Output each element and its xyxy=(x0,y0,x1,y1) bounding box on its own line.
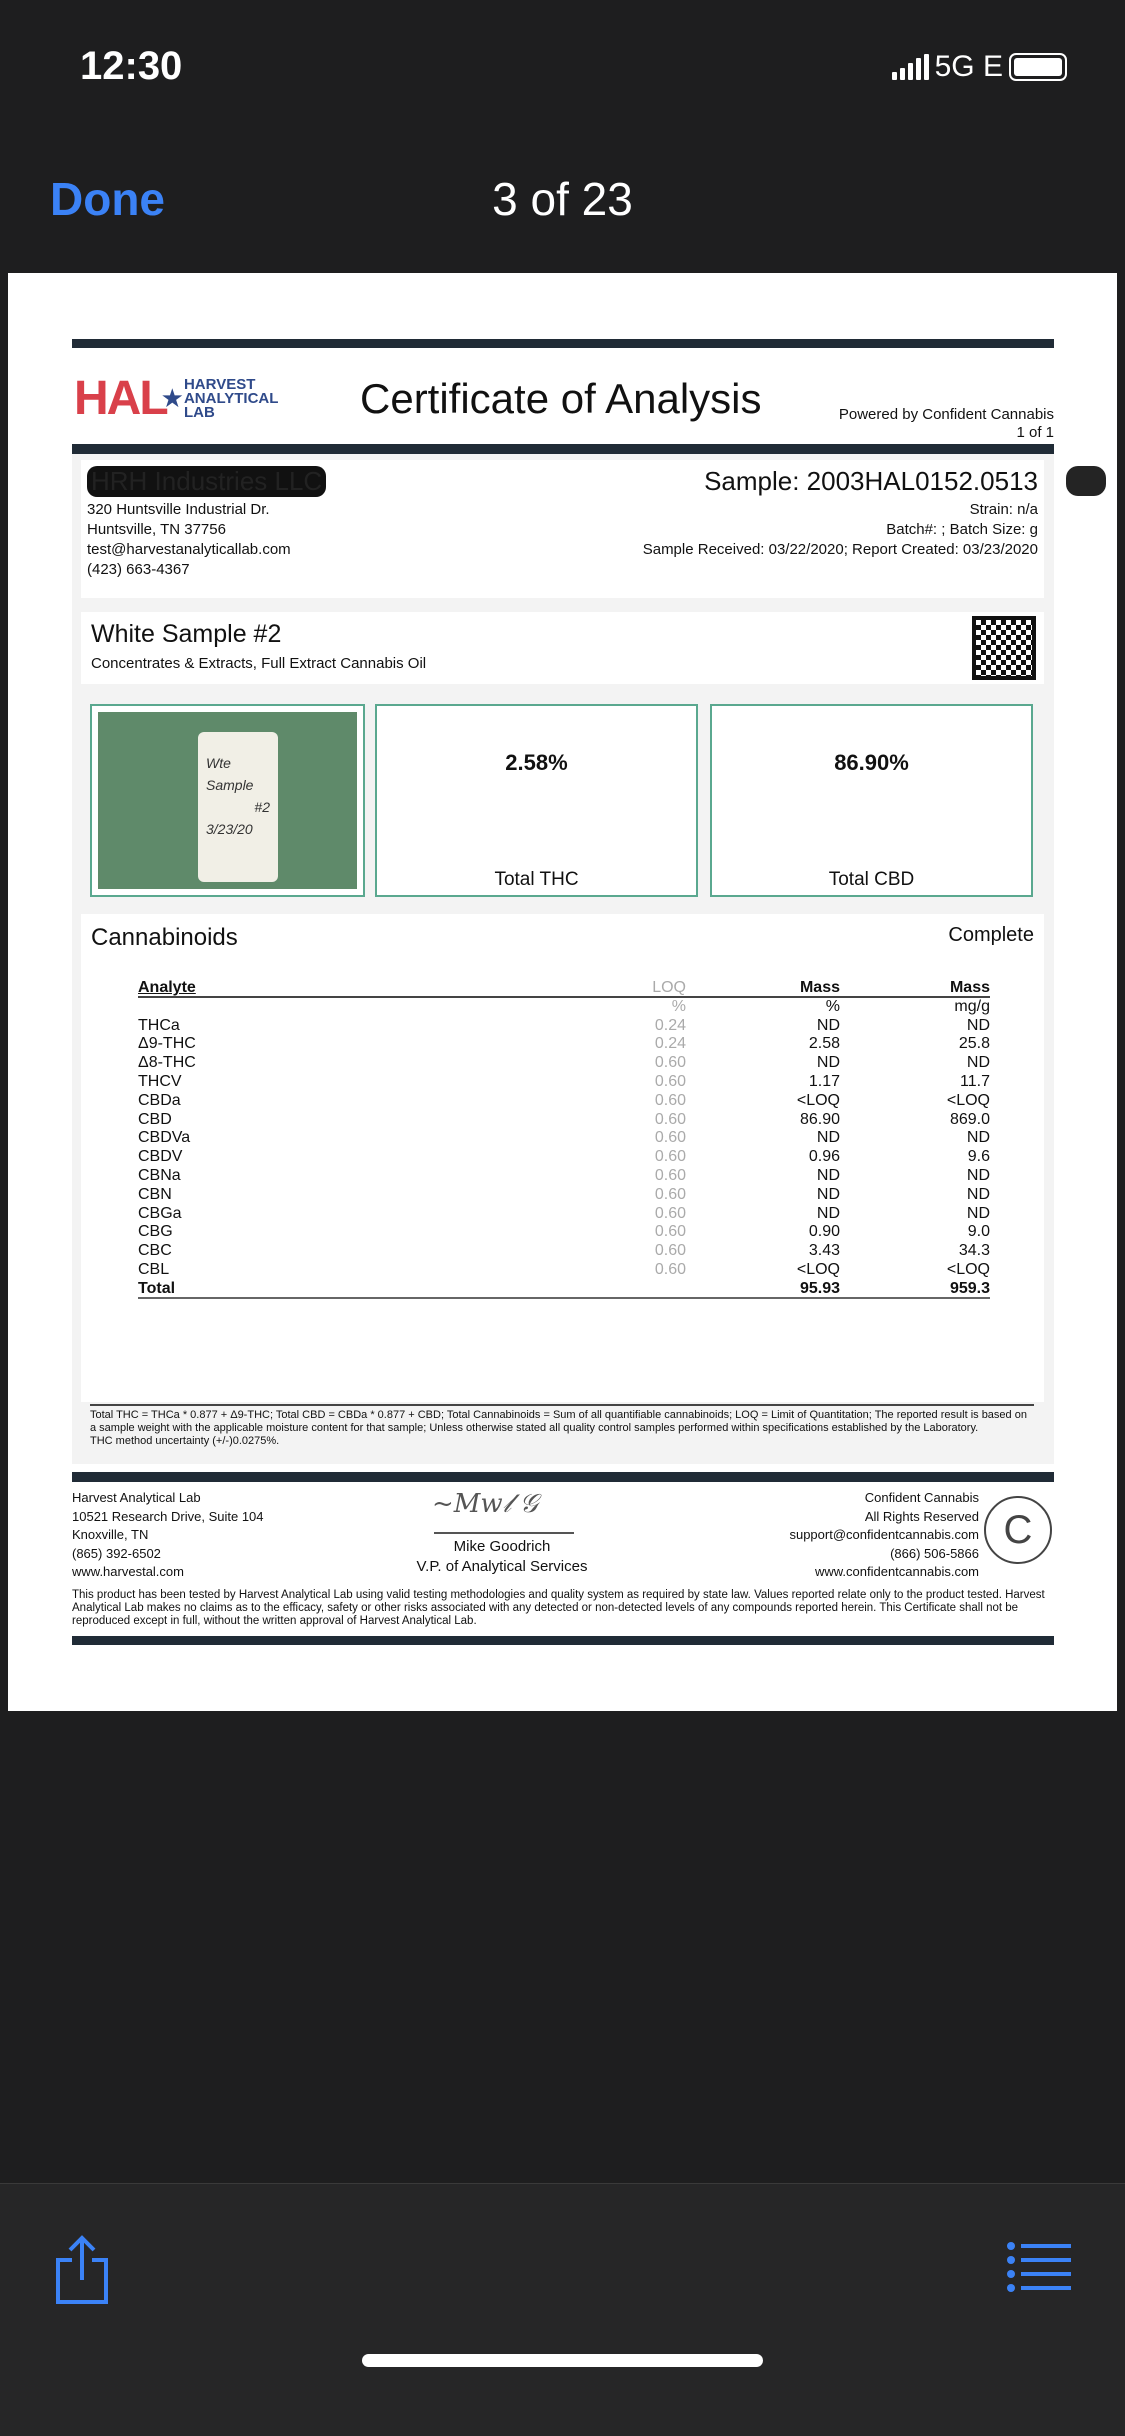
table-row: CBN 0.60 ND ND xyxy=(138,1185,990,1203)
cc-contact: Confident Cannabis All Rights Reserved support@confidentcannabis.com (866) 506-5866 www.confidentcannabis.com xyxy=(789,1490,979,1579)
table-row: CBL 0.60 <LOQ <LOQ xyxy=(138,1260,990,1278)
table-row: CBGa 0.60 ND ND xyxy=(138,1204,990,1222)
table-row: THCa 0.24 ND ND xyxy=(138,1016,990,1034)
header-bar xyxy=(72,444,1054,454)
home-indicator[interactable] xyxy=(362,2354,763,2367)
redaction-mark xyxy=(1066,466,1106,496)
client-name-redacted: HRH Industries LLC xyxy=(87,466,326,497)
product-section xyxy=(81,612,1044,684)
status-time: 12:30 xyxy=(80,44,183,88)
table-row: Δ8-THC 0.60 ND ND xyxy=(138,1054,990,1072)
doc-title: Certificate of Analysis xyxy=(360,375,762,422)
signature: ~Mw𝓁 𝒢 xyxy=(432,1489,539,1519)
certificate xyxy=(72,339,1054,1644)
confident-cannabis-seal: C xyxy=(984,1496,1052,1564)
table-row: CBDa 0.60 <LOQ <LOQ xyxy=(138,1091,990,1109)
done-button[interactable]: Done xyxy=(50,173,165,225)
list-icon[interactable] xyxy=(1007,2242,1071,2294)
table-row: THCV 0.60 1.17 11.7 xyxy=(138,1072,990,1090)
table-row: CBDV 0.60 0.96 9.6 xyxy=(138,1148,990,1166)
total-thc-value: 2.58% xyxy=(505,750,568,775)
total-cbd-label: Total CBD xyxy=(828,869,915,890)
footnote: Total THC = THCa * 0.877 + Δ9-THC; Total CBD = CBDa * 0.877 + CBD; Total Cannabinoids = Sum of all quantifiable cannabinoids; LOQ = Limit of Quantitation; The reported result is based on a sample weight with the applicable moisture content for that sample; Unless otherwise stated all quality control samples performed within specifications established by the Laboratory. xyxy=(90,1409,1027,1434)
client-email: test@harvestanalyticallab.com xyxy=(87,541,291,558)
lab-logo: HAL ★ HARVEST ANALYTICAL LAB xyxy=(74,372,279,425)
table-row: CBC 0.60 3.43 34.3 xyxy=(138,1242,990,1260)
total-thc-label: Total THC xyxy=(494,869,579,890)
table-row: CBDVa 0.60 ND ND xyxy=(138,1129,990,1147)
powered-by: Powered by Confident Cannabis xyxy=(838,406,1054,423)
sample-dates: Sample Received: 03/22/2020; Report Created: 03/23/2020 xyxy=(642,541,1038,558)
qr-code[interactable] xyxy=(972,616,1036,680)
sample-id: Sample: 2003HAL0152.0513 xyxy=(704,466,1038,496)
product-name: White Sample #2 xyxy=(91,620,282,648)
table-row: CBNa 0.60 ND ND xyxy=(138,1166,990,1184)
signer-name: Mike Goodrich xyxy=(453,1538,551,1555)
table-units: % % mg/g xyxy=(671,997,990,1015)
table-header: Analyte LOQ Mass Mass xyxy=(138,979,990,996)
sample-strain: Strain: n/a xyxy=(969,501,1038,518)
status-indicators xyxy=(892,50,1067,84)
client-section xyxy=(81,460,1044,598)
battery-icon xyxy=(1009,53,1067,81)
client-phone: (423) 663-4367 xyxy=(87,561,190,578)
footer-bar xyxy=(72,1472,1054,1482)
page-counter: 3 of 23 xyxy=(492,173,633,225)
share-icon[interactable] xyxy=(52,2234,112,2306)
client-address: 320 Huntsville Industrial Dr. xyxy=(87,501,270,518)
table-row: CBD 0.60 86.90 869.0 xyxy=(138,1110,990,1128)
network-label: 5G E xyxy=(934,50,1003,83)
bottom-bar xyxy=(72,1636,1054,1645)
bottom-toolbar xyxy=(0,2183,1125,2436)
total-cbd-card xyxy=(710,704,1033,897)
cannabinoids-status: Complete xyxy=(948,924,1034,946)
signer-title: V.P. of Analytical Services xyxy=(416,1558,588,1575)
sample-batch: Batch#: ; Batch Size: g xyxy=(886,521,1038,538)
table-row: Δ9-THC 0.24 2.58 25.8 xyxy=(138,1035,990,1053)
signal-icon xyxy=(892,54,929,80)
uncertainty-note: THC method uncertainty (+/-)0.0275%. xyxy=(90,1435,280,1447)
sample-photo: Wte Sample #2 3/23/20 xyxy=(90,704,365,897)
cannabinoids-title: Cannabinoids xyxy=(91,924,238,951)
table-total-row: Total 95.93 959.3 xyxy=(138,1279,990,1297)
cannabinoids-table xyxy=(138,979,990,1299)
total-thc-card xyxy=(375,704,698,897)
disclaimer: This product has been tested by Harvest Analytical Lab using valid testing methodologies and quality system as required by state law. Values reported relate only to the product tested. Harvest Analytical Lab makes no claims as to the efficacy, safety or other risks associated with any detected or non-detected levels of any compounds reported herein. This Certificate shall not be reproduced except in full, without the written approval of Harvest Analytical Lab. xyxy=(72,1589,1045,1627)
table-row: CBG 0.60 0.90 9.0 xyxy=(138,1223,990,1241)
client-city: Huntsville, TN 37756 xyxy=(87,521,226,538)
page-of: 1 of 1 xyxy=(1016,424,1054,441)
lab-contact: Harvest Analytical Lab 10521 Research Drive, Suite 104 Knoxville, TN (865) 392-6502 www.harvestal.com xyxy=(72,1490,264,1579)
total-cbd-value: 86.90% xyxy=(834,750,909,775)
top-bar xyxy=(72,339,1054,348)
product-category: Concentrates & Extracts, Full Extract Cannabis Oil xyxy=(91,655,427,672)
